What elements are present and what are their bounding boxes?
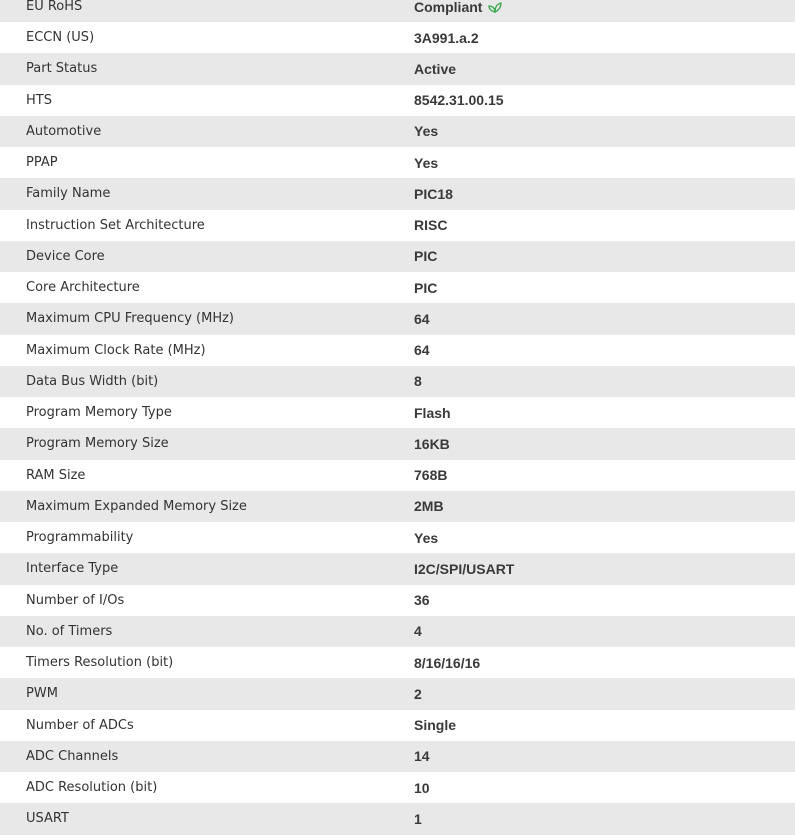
spec-value: 2 — [414, 685, 422, 702]
spec-label: Interface Type — [26, 561, 119, 577]
spec-label: Programmability — [26, 530, 134, 546]
spec-row-no-of-timers — [0, 616, 795, 647]
spec-row-number-of-ios — [0, 585, 795, 616]
spec-value: PIC — [414, 279, 438, 296]
spec-value: 768B — [414, 467, 448, 484]
spec-value: RISC — [414, 217, 448, 234]
spec-row-eu-rohs — [0, 0, 795, 22]
spec-row-program-memory-size — [0, 428, 795, 459]
spec-row-programmability — [0, 522, 795, 553]
spec-label: RAM Size — [26, 467, 86, 483]
spec-row-adc-channels — [0, 741, 795, 772]
spec-value: 1 — [414, 810, 422, 827]
spec-label: Family Name — [26, 186, 111, 202]
spec-value: 16KB — [414, 435, 450, 452]
spec-row-ppap — [0, 147, 795, 178]
spec-row-eccn — [0, 22, 795, 53]
spec-value: 8/16/16/16 — [414, 654, 481, 671]
spec-value: 64 — [414, 342, 430, 359]
spec-label: ECCN (US) — [26, 30, 95, 46]
spec-row-core-architecture — [0, 272, 795, 303]
spec-label: Number of I/Os — [26, 592, 125, 608]
spec-value: 8542.31.00.15 — [414, 92, 504, 109]
spec-value: Yes — [414, 529, 439, 546]
spec-label: Device Core — [26, 248, 105, 264]
spec-value: 8 — [414, 373, 422, 390]
spec-row-isa — [0, 210, 795, 241]
spec-value — [414, 0, 502, 15]
spec-row-family-name — [0, 178, 795, 209]
spec-label: Timers Resolution (bit) — [26, 655, 174, 671]
spec-label: Maximum Clock Rate (MHz) — [26, 342, 206, 358]
spec-label: Core Architecture — [26, 280, 140, 296]
spec-label: Number of ADCs — [26, 717, 134, 733]
spec-value: 64 — [414, 310, 430, 327]
spec-value: PIC18 — [414, 185, 453, 202]
spec-value: 14 — [414, 748, 430, 765]
spec-row-automotive — [0, 116, 795, 147]
spec-value: Single — [414, 717, 457, 734]
spec-row-usart — [0, 803, 795, 834]
spec-row-timers-resolution — [0, 647, 795, 678]
spec-row-pwm — [0, 678, 795, 709]
spec-value: Flash — [414, 404, 451, 421]
spec-row-program-memory-type — [0, 397, 795, 428]
spec-row-device-core — [0, 241, 795, 272]
leaf-icon — [488, 1, 502, 13]
spec-label: PWM — [26, 686, 58, 702]
spec-row-max-clock-rate — [0, 335, 795, 366]
spec-label: HTS — [26, 92, 52, 108]
spec-value-text: Compliant — [414, 0, 483, 15]
spec-label: Program Memory Type — [26, 405, 172, 421]
spec-value: 4 — [414, 623, 422, 640]
spec-value: 36 — [414, 592, 430, 609]
spec-label: Automotive — [26, 123, 102, 139]
spec-row-adc-resolution — [0, 772, 795, 803]
spec-row-ram-size — [0, 460, 795, 491]
spec-label: USART — [26, 811, 69, 827]
spec-label: ADC Channels — [26, 748, 119, 764]
spec-row-interface-type — [0, 553, 795, 584]
spec-value: PIC — [414, 248, 438, 265]
spec-value: Active — [414, 60, 457, 77]
spec-label: ADC Resolution (bit) — [26, 780, 158, 796]
spec-label: PPAP — [26, 155, 58, 171]
spec-row-hts — [0, 85, 795, 116]
spec-row-data-bus-width — [0, 366, 795, 397]
spec-label: Maximum Expanded Memory Size — [26, 498, 247, 514]
spec-row-max-expanded-memory — [0, 491, 795, 522]
spec-value: Yes — [414, 154, 439, 171]
spec-value: I2C/SPI/USART — [414, 560, 515, 577]
spec-label: Data Bus Width (bit) — [26, 373, 159, 389]
spec-value: 2MB — [414, 498, 444, 515]
spec-label: Instruction Set Architecture — [26, 217, 205, 233]
spec-row-max-cpu-frequency — [0, 303, 795, 334]
spec-label: EU RoHS — [26, 0, 83, 14]
spec-label: Program Memory Size — [26, 436, 169, 452]
spec-row-part-status — [0, 53, 795, 84]
spec-label: No. of Timers — [26, 623, 113, 639]
spec-value: 10 — [414, 779, 430, 796]
spec-label: Maximum CPU Frequency (MHz) — [26, 311, 234, 327]
spec-value: Yes — [414, 123, 439, 140]
spec-label: Part Status — [26, 61, 98, 77]
spec-value: 3A991.a.2 — [414, 29, 479, 46]
spec-row-number-of-adcs — [0, 710, 795, 741]
